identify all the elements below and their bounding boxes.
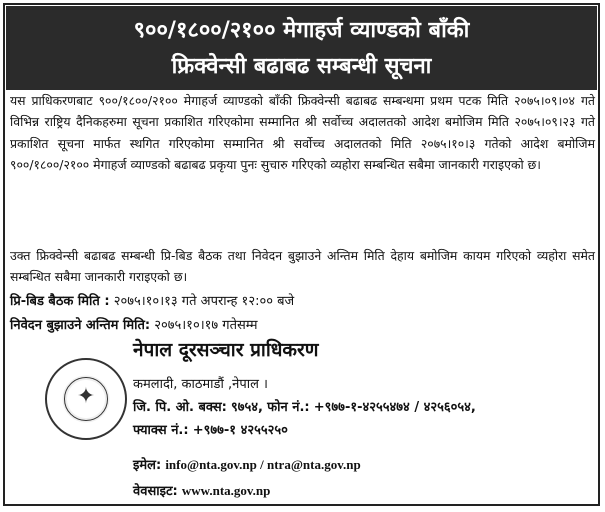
prebid-date-line (10, 292, 294, 312)
org-name: नेपाल दूरसञ्चार प्राधिकरण (133, 339, 319, 361)
deadline-date-line (10, 316, 257, 336)
org-contact-line (133, 398, 476, 418)
notice-title-line2: फ्रिक्वेन्सी बढाबढ सम्बन्धी सूचना (171, 54, 432, 79)
email-label: इमेल: (133, 458, 162, 473)
pobox-label: जि. पि. ओ. बक्स: (133, 400, 227, 415)
fax-label: फ्याक्स नं.: (133, 423, 189, 438)
notice-paragraph-2: उक्त फ्रिक्वेन्सी बढाबढ सम्बन्धी प्रि-बिड बैठक तथा निवेदन बुझाउने अन्तिम मिति देहाय बमोजिम कायम गरिएको व्यहोरा समेत सम्बन्धित सबैमा जानकारी गराइएको छ। (10, 248, 595, 285)
nta-seal-logo (45, 358, 127, 440)
org-fax-line (133, 421, 288, 441)
notice-title-line1: ९००/१८००/२१०० मेगाहर्ज व्याण्डको बाँकी (133, 18, 470, 43)
deadline-value: २०७५।१०।१७ गतेसम्म (154, 318, 258, 333)
web-label: वेवसाइट: (133, 484, 178, 499)
email-value[interactable]: info@nta.gov.np / ntra@nta.gov.np (165, 457, 361, 472)
prebid-label: प्रि-बिड बैठक मिति : (10, 294, 110, 309)
web-value[interactable]: www.nta.gov.np (181, 483, 271, 498)
phone-value: +९७७-१-४२५५४७४ / ४२५६०५४, (313, 400, 476, 415)
pobox-value: ९७५४, (231, 400, 263, 415)
phone-label: फोन नं.: (267, 400, 310, 415)
fax-value: +९७७-१ ४२५५२५० (192, 423, 288, 438)
antenna-icon: ✦ (76, 384, 96, 409)
prebid-value: २०७५।१०।१३ गते अपरान्ह १२:०० बजे (113, 294, 295, 309)
deadline-label: निवेदन बुझाउने अन्तिम मिति: (10, 318, 151, 333)
org-address: कमलादी, काठमाडौं ,नेपाल । (133, 377, 268, 392)
org-web-line (133, 481, 270, 502)
notice-paragraph-1: यस प्राधिकरणबाट ९००/१८००/२१०० मेगाहर्ज व्याण्डको बाँकी फ्रिक्वेन्सी बढाबढ सम्बन्धमा प्रथम पटक मिति २०७५।०९।०४ गते विभिन्न राष्ट्रिय दैनिकहरुमा सूचना प्रकाशित गरिएकोमा सम्मानित श्री सर्वोच्च अदालतको आदेश बमोजिम मिति २०७५।०९।२३ गते प्रकाशित सूचना मार्फत स्थगित गरिएकोमा सम्मानित श्री सर्वोच्च अदालतको मिति २०७५।१०।३ गतेको आदेश बमोजिम ९००/१८००/२१०० मेगाहर्ज व्याण्डको बढाबढ प्रकृया पुनः सुचारु गरिएको व्यहोरा सम्बन्धित सबैमा जानकारी गराइएको छ। (10, 93, 595, 173)
notice-title-banner (6, 6, 597, 90)
org-email-line (133, 455, 361, 476)
